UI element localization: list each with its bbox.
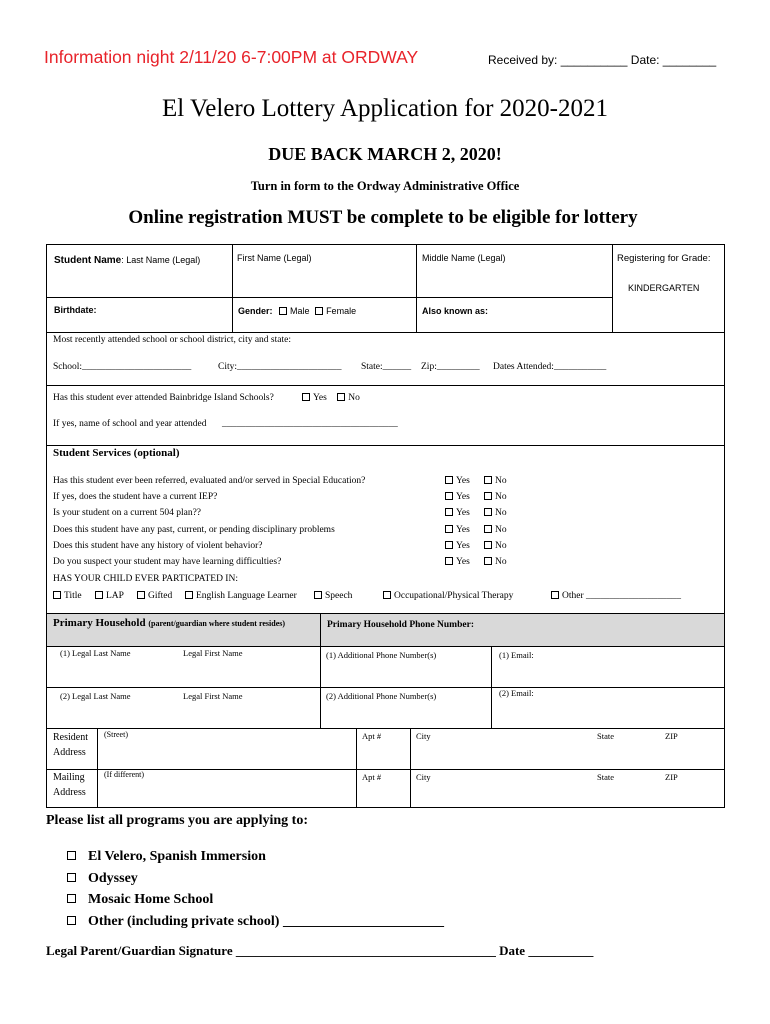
program-item-label: Odyssey — [88, 870, 138, 886]
bainbridge-question: Has this student ever attended Bainbridge Island Schools? — [53, 393, 274, 403]
services-question: Has this student ever been referred, evaluated and/or served in Special Education? — [53, 476, 366, 486]
q1-yes-checkbox[interactable] — [445, 476, 453, 484]
no-label: No — [495, 557, 507, 567]
page-title: El Velero Lottery Application for 2020-2021 — [162, 95, 608, 122]
program-item-label: Mosaic Home School — [88, 892, 214, 907]
program-item-label: El Velero, Spanish Immersion — [88, 849, 266, 864]
services-question: Is your student on a current 504 plan?? — [53, 508, 201, 518]
if-yes-field[interactable]: _____________________________________ — [222, 419, 398, 429]
r2-email-label: (2) Email: — [499, 688, 534, 698]
gifted-checkbox[interactable] — [137, 591, 145, 599]
program-label: Occupational/Physical Therapy — [394, 591, 514, 601]
household-box — [46, 613, 725, 729]
resident-label: Resident — [53, 732, 88, 743]
q2-no-checkbox[interactable] — [484, 492, 492, 500]
no-label: No — [495, 525, 507, 535]
q6-no-checkbox[interactable] — [484, 557, 492, 565]
city-field[interactable]: City:______________________ — [218, 362, 342, 372]
program-item[interactable] — [67, 889, 444, 911]
yes-label: Yes — [313, 393, 327, 403]
services-question: If yes, does the student have a current IEP? — [53, 492, 218, 502]
q4-yes-checkbox[interactable] — [445, 525, 453, 533]
yes-label: Yes — [456, 525, 470, 535]
r1-first-name-label: Legal First Name — [183, 648, 243, 658]
programs-list — [67, 846, 444, 932]
mailing-label-2: Address — [53, 787, 86, 798]
q2-yes-checkbox[interactable] — [445, 492, 453, 500]
yes-label: Yes — [456, 508, 470, 518]
female-checkbox[interactable] — [315, 307, 323, 315]
program-item[interactable] — [67, 846, 444, 868]
other-checkbox[interactable] — [551, 591, 559, 599]
r1-email-label: (1) Email: — [499, 650, 534, 660]
if-yes-label: If yes, name of school and year attended — [53, 419, 207, 429]
q6-yes-checkbox[interactable] — [445, 557, 453, 565]
r1-last-name-label: (1) Legal Last Name — [60, 648, 131, 658]
program-label: Speech — [325, 591, 353, 601]
program-checkbox[interactable] — [67, 894, 76, 903]
title-checkbox[interactable] — [53, 591, 61, 599]
recent-school-label: Most recently attended school or school district, city and state: — [53, 335, 291, 345]
no-label: No — [495, 492, 507, 502]
program-label: English Language Learner — [196, 591, 297, 601]
mailing-state-label: State — [597, 772, 614, 782]
middle-name-label: Middle Name (Legal) — [422, 253, 506, 263]
resident-label-2: Address — [53, 747, 86, 758]
program-label: LAP — [106, 591, 124, 601]
gender-label: Gender: — [238, 306, 273, 316]
programs-title: Please list all programs you are applying to: — [46, 813, 308, 828]
online-registration-note: Online registration MUST be complete to be eligible for lottery — [128, 207, 638, 228]
mailing-label: Mailing — [53, 772, 85, 783]
q4-no-checkbox[interactable] — [484, 525, 492, 533]
ell-checkbox[interactable] — [185, 591, 193, 599]
program-label: Gifted — [148, 591, 173, 601]
turn-in-note: Turn in form to the Ordway Administrative Office — [250, 179, 520, 193]
program-item-label: Other (including private school) _______________________ — [88, 913, 444, 929]
aka-label: Also known as: — [422, 306, 489, 316]
q5-yes-checkbox[interactable] — [445, 541, 453, 549]
mailing-zip-label: ZIP — [665, 772, 678, 782]
program-label: Title — [64, 591, 82, 601]
program-item[interactable] — [67, 911, 444, 933]
signature-line[interactable]: Legal Parent/Guardian Signature ________________________________________ Date __________ — [46, 943, 594, 958]
no-label: No — [348, 393, 360, 403]
q3-no-checkbox[interactable] — [484, 508, 492, 516]
info-night-text: Information night 2/11/20 6-7:00PM at ORDWAY — [44, 47, 419, 67]
ot-pt-checkbox[interactable] — [383, 591, 391, 599]
if-different-label: (If different) — [104, 770, 145, 779]
school-field[interactable]: School:_______________________ — [53, 362, 192, 372]
program-label[interactable]: Other ____________________ — [562, 591, 682, 601]
street-label: (Street) — [104, 730, 128, 739]
q1-no-checkbox[interactable] — [484, 476, 492, 484]
yes-label: Yes — [456, 557, 470, 567]
mailing-apt-label: Apt # — [362, 772, 382, 782]
yes-label: Yes — [456, 492, 470, 502]
resident-apt-label: Apt # — [362, 731, 382, 741]
r2-phone-label: (2) Additional Phone Number(s) — [326, 691, 437, 701]
male-label: Male — [290, 306, 310, 316]
last-name-label: : Last Name (Legal) — [121, 255, 201, 265]
grade-label: Registering for Grade: — [617, 253, 711, 264]
r2-last-name-label: (2) Legal Last Name — [60, 691, 131, 701]
due-date: DUE BACK MARCH 2, 2020! — [268, 144, 502, 164]
lap-checkbox[interactable] — [95, 591, 103, 599]
no-label: No — [495, 508, 507, 518]
services-question: Does this student have any history of violent behavior? — [53, 541, 263, 551]
participated-label: HAS YOUR CHILD EVER PARTICPATED IN: — [53, 574, 238, 584]
services-question: Does this student have any past, current, or pending disciplinary problems — [53, 525, 335, 535]
household-title: Primary Household — [53, 617, 146, 629]
received-by-text: Received by: __________ Date: ________ — [488, 53, 717, 67]
female-label: Female — [326, 306, 357, 316]
household-phone-title: Primary Household Phone Number: — [327, 620, 474, 630]
bainbridge-no-checkbox[interactable] — [337, 393, 345, 401]
program-checkbox[interactable] — [67, 873, 76, 882]
r2-first-name-label: Legal First Name — [183, 691, 243, 701]
r1-phone-label: (1) Additional Phone Number(s) — [326, 650, 437, 660]
address-box — [46, 728, 725, 808]
household-subtitle: (parent/guardian where student resides) — [148, 619, 286, 628]
program-checkbox[interactable] — [67, 916, 76, 925]
male-checkbox[interactable] — [279, 307, 287, 315]
mailing-city-label: City — [416, 772, 431, 782]
state-field[interactable]: State:______ — [361, 362, 412, 372]
grade-value: KINDERGARTEN — [628, 283, 700, 293]
program-item[interactable] — [67, 868, 444, 890]
program-checkbox[interactable] — [67, 851, 76, 860]
student-name-label: Student Name — [54, 255, 122, 266]
first-name-label: First Name (Legal) — [237, 253, 312, 263]
bainbridge-yes-checkbox[interactable] — [302, 393, 310, 401]
yes-label: Yes — [456, 541, 470, 551]
yes-label: Yes — [456, 476, 470, 486]
birthdate-label: Birthdate: — [54, 305, 97, 315]
no-label: No — [495, 541, 507, 551]
student-info-box — [46, 244, 725, 446]
resident-state-label: State — [597, 731, 614, 741]
q3-yes-checkbox[interactable] — [445, 508, 453, 516]
dates-attended-field[interactable]: Dates Attended:___________ — [493, 362, 607, 372]
student-services-title: Student Services (optional) — [53, 447, 180, 459]
resident-zip-label: ZIP — [665, 731, 678, 741]
zip-field[interactable]: Zip:_________ — [421, 362, 480, 372]
services-question: Do you suspect your student may have learning difficulties? — [53, 557, 282, 567]
no-label: No — [495, 476, 507, 486]
q5-no-checkbox[interactable] — [484, 541, 492, 549]
speech-checkbox[interactable] — [314, 591, 322, 599]
resident-city-label: City — [416, 731, 431, 741]
